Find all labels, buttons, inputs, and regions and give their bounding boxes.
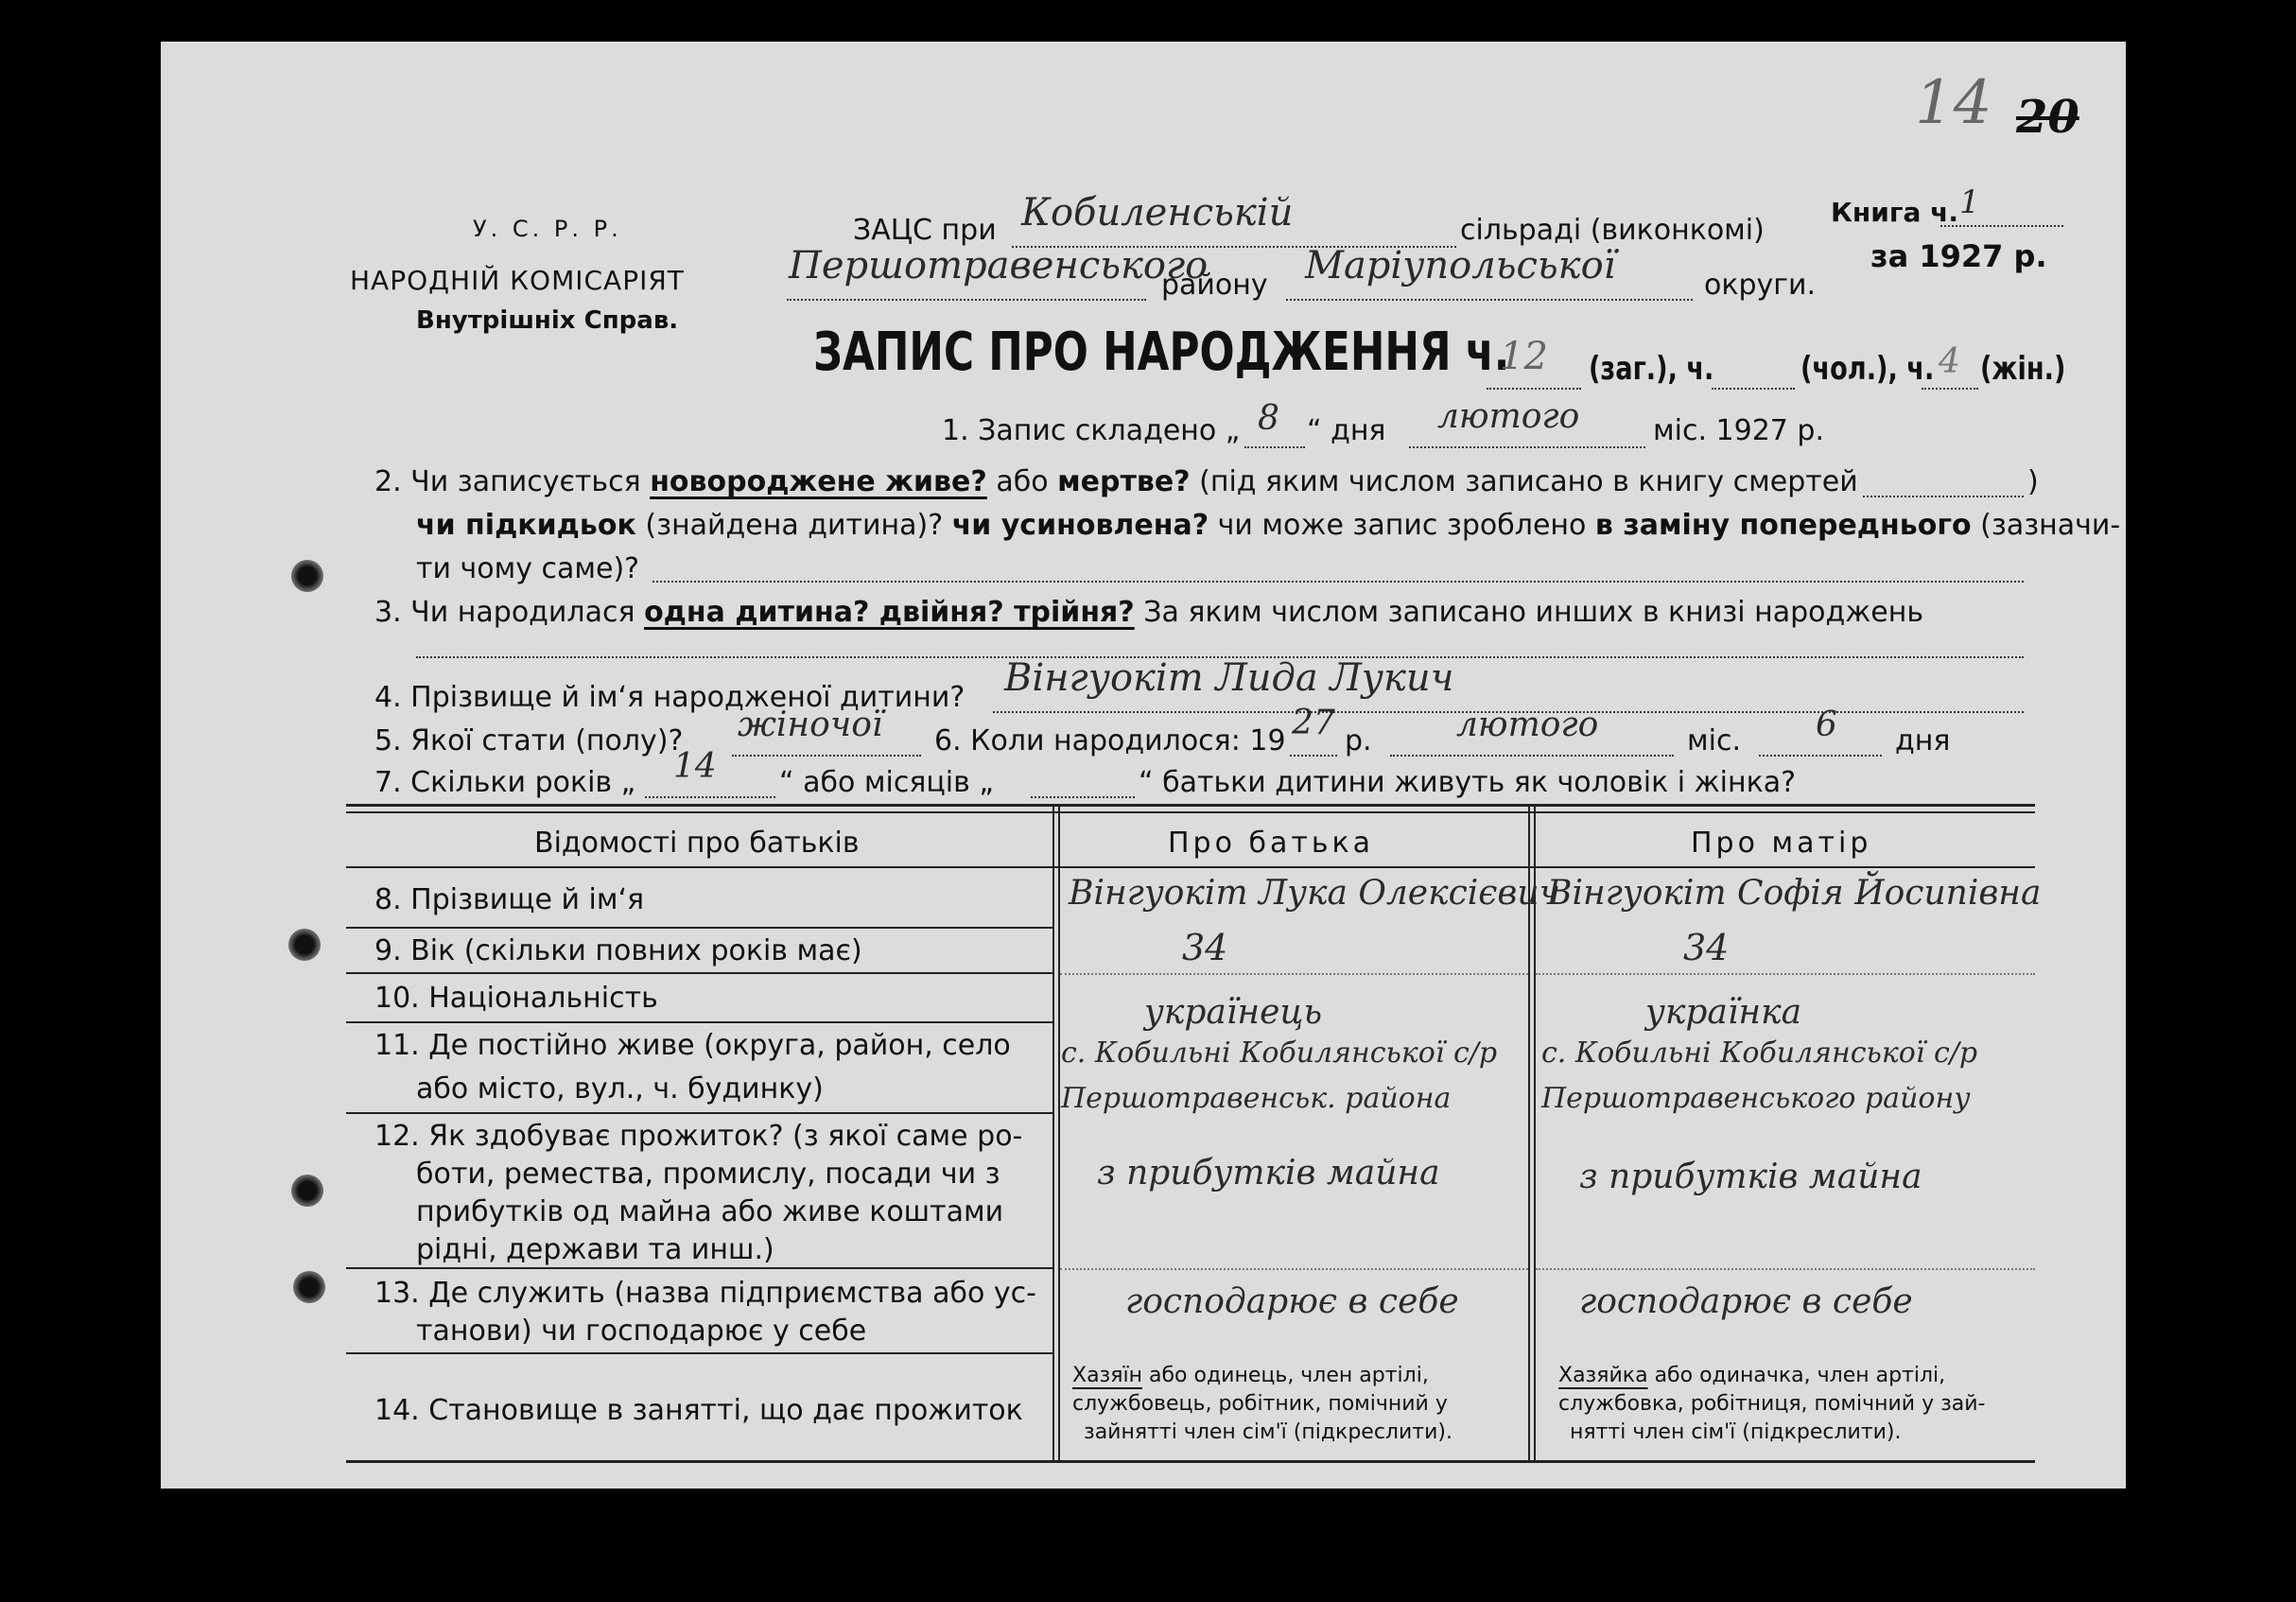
- mother-occupation-line1: Хазяйка або одиначка, член артілі,: [1558, 1364, 1946, 1387]
- father-occupation-line1: Хазяїн або одинець, член артілі,: [1072, 1364, 1429, 1387]
- q1-day-field: 8: [1244, 407, 1305, 448]
- year-label: за 1927 р.: [1870, 238, 2047, 274]
- mother-income: з прибутків майна: [1579, 1158, 1922, 1196]
- mother-age: 34: [1683, 927, 1730, 968]
- row-rule: [346, 1112, 1052, 1114]
- row-label: 9. Вік (скільки повних років має): [374, 934, 862, 967]
- row-label-cont: рідні, держави та инш.): [416, 1233, 774, 1266]
- book-number-field: 1: [1940, 193, 2063, 227]
- table-header-rule: [346, 866, 2035, 868]
- row-label: 11. Де постійно живе (округа, район, село: [374, 1029, 1011, 1062]
- q7-months-field: [1031, 757, 1135, 798]
- q2-line3: ти чому саме)?: [416, 552, 640, 585]
- archive-number: 14: [1915, 68, 1992, 138]
- q1-text: 1. Запис складено „: [942, 414, 1241, 447]
- father-workplace: господарює в себе: [1125, 1282, 1459, 1321]
- col-divider: [1052, 804, 1054, 1463]
- q7-end: “ батьки дитини живуть як чоловік і жінка?: [1139, 766, 1797, 799]
- row-label-cont: танови) чи господарює у себе: [416, 1315, 867, 1348]
- row-rule: [346, 1267, 1052, 1269]
- row-rule-faint: [1060, 1267, 1528, 1270]
- mother-nationality: українка: [1645, 993, 1802, 1032]
- father-income: з прибутків майна: [1097, 1154, 1440, 1193]
- gen-label: (заг.), ч.: [1589, 350, 1714, 388]
- q2-paren-close: ): [2027, 465, 2039, 498]
- archive-number-crossed: 20: [2016, 91, 2079, 144]
- q6-text: 6. Коли народилося: 19: [934, 724, 1286, 757]
- male-label: (чол.), ч.: [1800, 350, 1935, 388]
- father-occupation-line3: зайнятті член сім'ї (підкреслити).: [1084, 1420, 1452, 1444]
- row-rule-faint: [1536, 1267, 2035, 1270]
- row-rule: [346, 1021, 1052, 1023]
- mother-residence: с. Кобильні Кобилянської с/р: [1541, 1036, 1978, 1070]
- q6-month-label: міс.: [1687, 724, 1741, 757]
- okruha-field: Маріупольської: [1286, 255, 1693, 301]
- row-label-cont: боти, ремества, промислу, посади чи з: [416, 1158, 1000, 1191]
- table-top-rule-2: [346, 811, 2035, 813]
- commissariat-label: НАРОДНІЙ КОМІСАРІЯТ: [350, 265, 685, 296]
- row-rule-faint: [1536, 972, 2035, 975]
- mother-name: Вінгуокіт Софія Йосипівна: [1547, 874, 2042, 913]
- col-header-mother: Про матір: [1691, 827, 1872, 860]
- q7-middle: “ або місяців „: [779, 766, 994, 799]
- q2-line2: чи підкидьок (знайдена дитина)? чи усиновлена? чи може запис зроблено в заміну попереднього (зазначи-: [416, 509, 2121, 542]
- father-nationality: українець: [1144, 993, 1323, 1032]
- father-residence-2: Першотравенськ. района: [1061, 1082, 1452, 1115]
- col-divider: [1058, 804, 1060, 1463]
- q6-year-suffix: р.: [1345, 724, 1372, 757]
- district-label: району: [1161, 269, 1268, 302]
- father-age: 34: [1182, 927, 1228, 968]
- record-number-field: 12: [1487, 340, 1581, 390]
- q1-year-label: міс. 1927 р.: [1653, 414, 1824, 447]
- ussr-label: У. С. Р. Р.: [473, 216, 622, 242]
- row-label: 10. Національність: [374, 982, 658, 1015]
- mother-workplace: господарює в себе: [1579, 1282, 1913, 1321]
- okruha-label: округи.: [1704, 269, 1817, 302]
- q5-text: 5. Якої стати (полу)?: [374, 724, 684, 757]
- row-rule: [346, 1352, 1052, 1354]
- row-label: 13. Де служить (назва підприємства або ус-: [374, 1277, 1036, 1310]
- row-label: 12. Як здобуває прожиток? (з якої саме ро-: [374, 1120, 1023, 1153]
- row-rule: [346, 972, 1052, 974]
- office-prefix: ЗАЦС при: [853, 214, 997, 247]
- district-field: Першотравенського: [787, 255, 1146, 301]
- q1-month-field: лютого: [1409, 407, 1645, 448]
- q2-line1: 2. Чи записується новороджене живе? або мертве? (під яким числом записано в книгу смертей: [374, 465, 1858, 498]
- book-label: Книга ч.: [1831, 197, 1958, 228]
- col-header-father: Про батька: [1168, 827, 1375, 860]
- row-label: 14. Становище в занятті, що дає прожиток: [374, 1394, 1023, 1427]
- col-header-info: Відомості про батьків: [534, 827, 860, 860]
- q4-text: 4. Прізвище й ім‘я народженої дитини?: [374, 681, 965, 714]
- q6-day-label: дня: [1895, 724, 1951, 757]
- record-title: ЗАПИС ПРО НАРОДЖЕННЯ ч.: [813, 322, 1510, 383]
- punch-hole: [291, 560, 323, 592]
- q6-year-field: 27: [1290, 715, 1337, 757]
- village-council-field: Кобиленській: [1012, 204, 1456, 248]
- q4-child-name-field: Вінгуокіт Лида Лукич: [993, 670, 2024, 713]
- mother-occupation-line2: службовка, робітниця, помічний у зай-: [1558, 1392, 1986, 1416]
- table-bottom-rule: [346, 1460, 2035, 1463]
- row-label: 8. Прізвище й ім‘я: [374, 883, 645, 916]
- father-name: Вінгуокіт Лука Олексієвич: [1069, 874, 1560, 913]
- row-rule: [346, 927, 1052, 929]
- female-number-field: 4: [1922, 350, 1978, 390]
- punch-hole: [293, 1271, 325, 1303]
- village-council-label: сільраді (виконкомі): [1460, 214, 1765, 247]
- q2-reason-field: [652, 567, 2024, 583]
- q1-day-label: “ дня: [1307, 414, 1386, 447]
- q6-month-field: лютого: [1390, 715, 1674, 757]
- female-label: (жін.): [1980, 350, 2066, 388]
- q7-text: 7. Скільки років „: [374, 766, 636, 799]
- q7-years-field: 14: [645, 757, 775, 798]
- punch-hole: [291, 1175, 323, 1207]
- q3-line1: 3. Чи народилася одна дитина? двійня? трійня? За яким числом записано инших в книзі народжень: [374, 596, 1924, 629]
- mother-residence-2: Першотравенського району: [1541, 1082, 1971, 1115]
- row-label-cont: або місто, вул., ч. будинку): [416, 1072, 824, 1106]
- punch-hole: [288, 929, 321, 961]
- internal-affairs-label: Внутрішніх Справ.: [416, 306, 679, 335]
- q6-day-field: 6: [1759, 715, 1882, 757]
- record-card: [161, 42, 2126, 1489]
- father-occupation-line2: службовець, робітник, помічний у: [1072, 1392, 1448, 1416]
- father-residence: с. Кобильні Кобилянської с/р: [1061, 1036, 1498, 1070]
- row-label-cont: прибутків од майна або живе коштами: [416, 1195, 1004, 1228]
- table-top-rule: [346, 804, 2035, 807]
- q5-sex-field: жіночої: [732, 715, 921, 757]
- row-rule-faint: [1060, 972, 1528, 975]
- q2-death-field: [1863, 482, 2024, 497]
- mother-occupation-line3: нятті член сім'ї (підкреслити).: [1570, 1420, 1902, 1444]
- male-number-field: [1712, 350, 1795, 390]
